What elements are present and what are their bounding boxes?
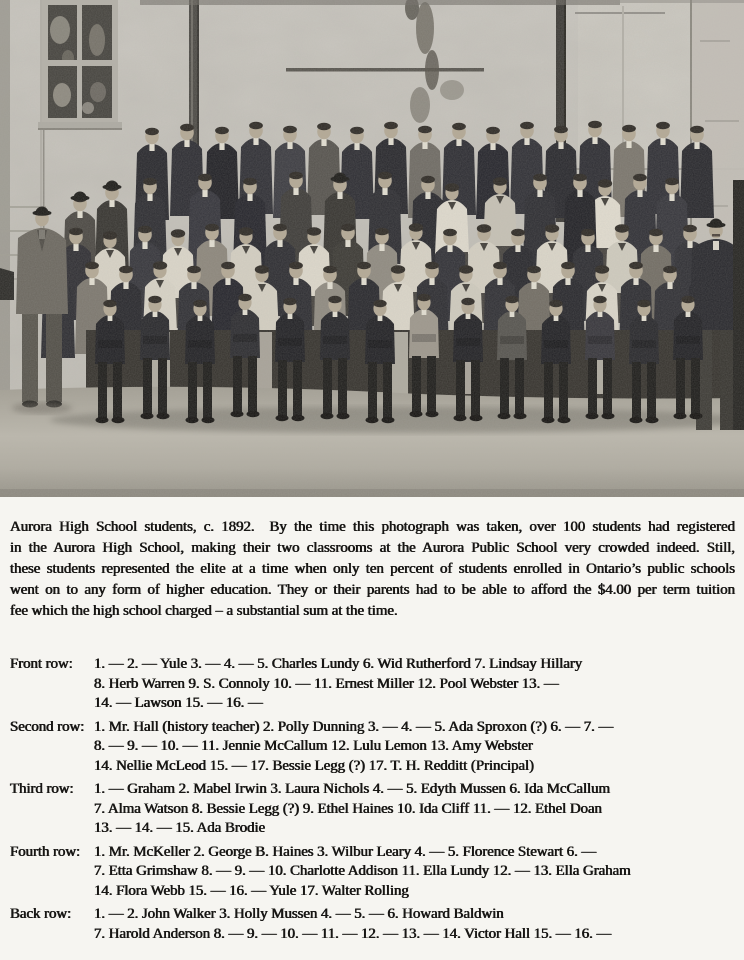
name-key-second-row: [10, 718, 740, 777]
row-names-line: 7. Harold Anderson 8. — 9. — 10. — 11. — 12. — 13. — 14. Victor Hall 15. — 16. —: [94, 925, 612, 942]
row-label: Third row:: [10, 781, 74, 797]
row-names-line: 1. Mr. McKeller 2. George B. Haines 3. Wilbur Leary 4. — 5. Florence Stewart 6. —: [94, 843, 597, 860]
row-names-line: 7. Etta Grimshaw 8. — 9. — 10. Charlotte Addison 11. Ella Lundy 12. — 13. Ella Graham: [94, 863, 631, 879]
name-key-third-row: [10, 780, 740, 839]
row-names-line: 1. — 2. John Walker 3. Holly Mussen 4. — 5. — 6. Howard Baldwin: [94, 906, 504, 922]
name-key-fourth-row: [10, 843, 740, 902]
row-names-line: 14. Nellie McLeod 15. — 17. Bessie Legg (?) 17. T. H. Redditt (Principal): [94, 757, 534, 774]
row-names-line: 1. — 2. — Yule 3. — 4. — 5. Charles Lundy 6. Wid Rutherford 7. Lindsay Hillary: [94, 656, 583, 672]
row-names-line: 7. Alma Watson 8. Bessie Legg (?) 9. Ethel Haines 10. Ida Cliff 11. — 12. Ethel Doan: [94, 800, 602, 817]
name-key-front-row: [10, 655, 740, 714]
row-label: Front row:: [10, 656, 73, 672]
caption-line: fee which the high school charged – a substantial sum at the time.: [10, 603, 398, 619]
row-label: Fourth row:: [10, 843, 81, 860]
row-label: Back row:: [10, 906, 72, 922]
student-name-key: [10, 655, 740, 948]
row-names-line: 13. — 14. — 15. Ada Brodie: [94, 820, 266, 836]
row-names-line: 1. — Graham 2. Mabel Irwin 3. Laura Nichols 4. — 5. Edyth Mussen 6. Ida McCallum: [94, 781, 611, 797]
caption-line: went on to any form of higher education. They or their parents had to be able to afford the $4.00 per term tuition: [10, 582, 735, 598]
caption-line: these students represented the elite at a time when only ten percent of students enrolled in Ontario’s public schools: [10, 561, 735, 577]
row-names-line: 8. — 9. — 10. — 11. Jennie McCallum 12. Lulu Lemon 13. Amy Webster: [94, 738, 533, 754]
row-label: Second row:: [10, 718, 85, 735]
row-names-line: 1. Mr. Hall (history teacher) 2. Polly Dunning 3. — 4. — 5. Ada Sproxon (?) 6. — 7. —: [94, 718, 614, 735]
row-names-line: 8. Herb Warren 9. S. Connoly 10. — 11. Ernest Miller 12. Pool Webster 13. —: [94, 675, 559, 692]
name-key-back-row: [10, 905, 740, 944]
caption-line: Aurora High School students, c. 1892. By the time this photograph was taken, over 100 students had registered: [10, 519, 735, 535]
caption-line: in the Aurora High School, making their two classrooms at the Aurora Public School very crowded indeed. Still,: [10, 540, 735, 556]
photo-caption: [10, 517, 735, 622]
row-names-line: 14. — Lawson 15. — 16. —: [94, 695, 263, 711]
row-names-line: 14. Flora Webb 15. — 16. — Yule 17. Walter Rolling: [94, 882, 409, 899]
